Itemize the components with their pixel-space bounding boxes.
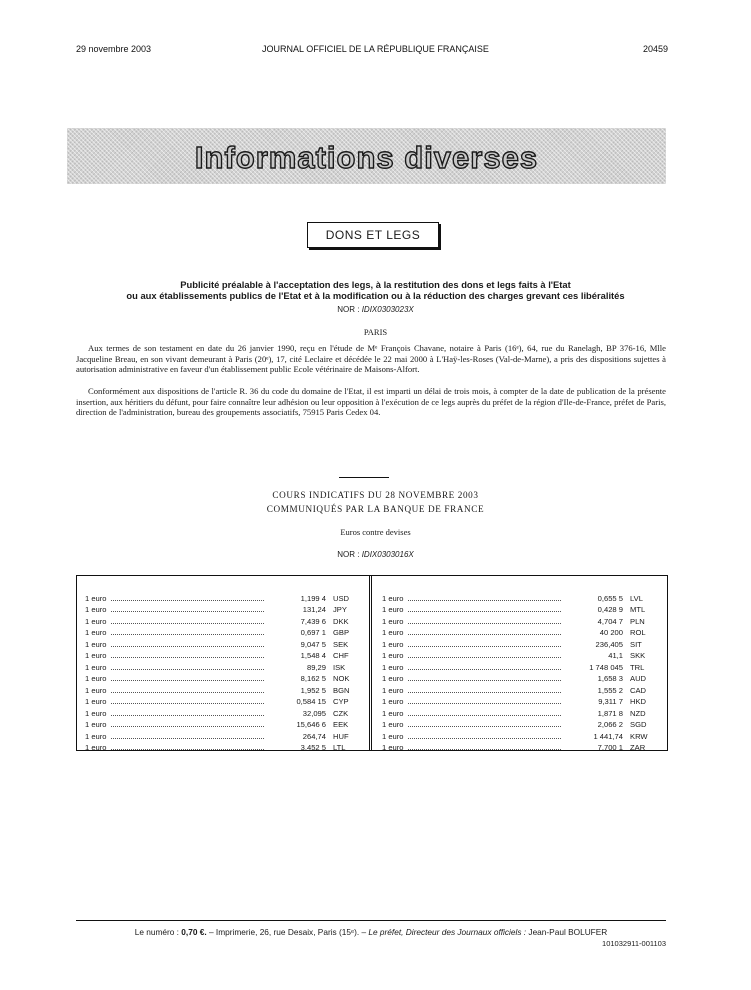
rate-row [382, 695, 658, 707]
rate-row [85, 672, 361, 684]
rate-row [85, 741, 361, 753]
rate-row [85, 614, 361, 626]
rate-leader-dots [111, 715, 264, 716]
rate-label: 1 euro [85, 708, 107, 718]
rate-value: 9,311 7 [598, 697, 623, 706]
rate-currency-code: AUD [630, 674, 647, 683]
rate-label: 1 euro [85, 674, 107, 683]
rate-label: 1 euro [382, 720, 404, 729]
legs-city-heading: PARIS [363, 327, 388, 337]
rate-label: 1 euro [382, 639, 404, 649]
rate-leader-dots [408, 749, 561, 750]
rate-label: 1 euro [85, 616, 107, 626]
rate-leader-dots [111, 623, 264, 624]
cours-nor-reference [0, 550, 751, 559]
rate-currency-code: SGD [630, 720, 647, 729]
header-date: 29 novembre 2003 [76, 44, 152, 54]
rate-leader-dots [111, 669, 264, 670]
rate-row [382, 603, 658, 615]
rate-leader-dots [111, 646, 264, 647]
section-separator [339, 477, 389, 478]
rate-leader-dots [408, 692, 561, 693]
rate-currency-code: TRL [630, 662, 645, 672]
rate-value: 15,646 6 [296, 720, 326, 729]
rate-leader-dots [111, 634, 264, 635]
rate-leader-dots [111, 680, 264, 681]
nor-code: IDIX0303023X [361, 305, 414, 314]
rate-value: 1,658 3 [597, 674, 623, 683]
rate-leader-dots [408, 738, 561, 739]
rate-currency-code: ZAR [630, 743, 646, 752]
rate-leader-dots [111, 703, 264, 704]
rate-leader-dots [408, 703, 561, 704]
rate-currency-code: GBP [333, 628, 350, 637]
section-title-box: DONS ET LEGS [307, 222, 439, 248]
rate-currency-code: PLN [630, 616, 645, 626]
rate-value: 0,584 15 [296, 697, 326, 706]
rate-leader-dots [408, 611, 561, 612]
table-column-divider [369, 576, 372, 750]
rate-currency-code: SEK [333, 639, 349, 649]
rate-currency-code: CAD [630, 685, 647, 695]
rate-row [382, 706, 658, 718]
rate-currency-code: ISK [333, 662, 346, 672]
rate-currency-code: CHF [333, 651, 349, 660]
rate-leader-dots [111, 726, 264, 727]
rate-value: 1,871 8 [597, 708, 623, 718]
rate-label: 1 euro [382, 593, 404, 603]
rate-value: 131,24 [302, 605, 326, 614]
rate-label: 1 euro [85, 662, 107, 672]
rate-row [382, 649, 658, 661]
rate-value: 7,439 6 [300, 616, 326, 626]
section-banner [67, 128, 666, 184]
rate-currency-code: MTL [630, 605, 646, 614]
rate-value: 4,704 7 [597, 616, 623, 626]
cours-title-line-2: COMMUNIQUÉS PAR LA BANQUE DE FRANCE [266, 504, 485, 514]
rate-leader-dots [111, 749, 264, 750]
rate-leader-dots [111, 611, 264, 612]
rate-row [382, 672, 658, 684]
rate-value: 2,066 2 [597, 720, 623, 729]
rate-leader-dots [408, 680, 561, 681]
rate-value: 0,428 9 [597, 605, 623, 614]
rate-currency-code: SKK [630, 651, 646, 660]
rate-row [382, 626, 658, 638]
rate-label: 1 euro [85, 731, 107, 741]
rate-label: 1 euro [85, 605, 107, 614]
rate-currency-code: HKD [630, 697, 647, 706]
rate-row [382, 718, 658, 730]
rate-currency-code: JPY [333, 605, 347, 614]
footer-price: 0,70 €. [181, 927, 207, 937]
rate-leader-dots [408, 657, 561, 658]
rate-row [382, 614, 658, 626]
rate-currency-code: ROL [630, 628, 646, 637]
footer-printer: – Imprimerie, 26, rue Desaix, Paris (15ᵉ). – [208, 927, 367, 937]
rate-label: 1 euro [85, 720, 107, 729]
rate-row [382, 637, 658, 649]
cours-title-line-1: COURS INDICATIFS DU 28 NOVEMBRE 2003 [272, 490, 479, 500]
legs-headline-line-2: ou aux établissements publics de l'Etat et à la modification ou à la réduction des charges grevant ces libéralités [126, 290, 625, 301]
rate-row [85, 718, 361, 730]
rate-label: 1 euro [85, 697, 107, 706]
rate-value: 41,1 [608, 651, 623, 660]
footer-rule [76, 920, 666, 921]
rate-label: 1 euro [382, 651, 404, 660]
rate-leader-dots [408, 600, 561, 601]
rate-row [85, 683, 361, 695]
rate-value: 1 441,74 [593, 731, 623, 741]
rate-label: 1 euro [85, 685, 107, 695]
legs-paragraph-2: Conformément aux dispositions de l'article R. 36 du code du domaine de l'Etat, il est imparti un délai de trois mois, à compter de la date de publication de la présente insertion, aux héritiers du défunt, pour faire connaître leur adhésion ou leur opposition à l'exécution de ce legs auprès du préfet de la région d'Ile-de-France, préfet de Paris, direction de l'administration, bureau des groupements associatifs, 75915 Paris Cedex 04. [76, 386, 666, 418]
rate-label: 1 euro [382, 605, 404, 614]
rate-value: 1,548 4 [300, 651, 326, 660]
rate-label: 1 euro [382, 708, 404, 718]
cours-subtitle: Euros contre devises [340, 527, 411, 537]
exchange-rates-table [76, 575, 668, 751]
rate-row [85, 591, 361, 603]
rate-value: 40 200 [599, 628, 623, 637]
rate-label: 1 euro [382, 616, 404, 626]
rate-currency-code: BGN [333, 685, 350, 695]
rate-value: 8,162 5 [300, 674, 326, 683]
header-page-number: 20459 [642, 44, 668, 54]
rate-leader-dots [408, 669, 561, 670]
rate-currency-code: LVL [630, 593, 643, 603]
rate-currency-code: EEK [333, 720, 349, 729]
rate-leader-dots [111, 738, 264, 739]
legs-paragraph-1: Aux termes de son testament en date du 26 janvier 1990, reçu en l'étude de Mᵉ François Chavane, notaire à Paris (16ᵉ), 64, rue du Ranelagh, BP 376-16, Mlle Jacqueline Breau, en son vivant demeurant à Paris (20ᵉ), 17, cité Leclaire et décédée le 22 mai 2000 à L'Haÿ-les-Roses (Val-de-Marne), a pris des dispositions sujettes à autorisation administrative en faveur d'un établissement public Ecole vétérinaire de Maisons-Alfort. [76, 343, 666, 375]
rate-row [85, 603, 361, 615]
rate-row [382, 591, 658, 603]
rate-label: 1 euro [85, 639, 107, 649]
header-journal-title: JOURNAL OFFICIEL DE LA RÉPUBLIQUE FRANÇAISE [262, 44, 489, 54]
footer-director: Le préfet, Directeur des Journaux officiels : [368, 927, 527, 937]
rate-leader-dots [408, 646, 561, 647]
rate-leader-dots [408, 634, 561, 635]
rate-label: 1 euro [382, 674, 404, 683]
legs-headline-line-1: Publicité préalable à l'acceptation des legs, à la restitution des dons et legs faits à l'Etat [180, 279, 571, 290]
rate-value: 9,047 5 [300, 639, 326, 649]
rates-column-left [85, 591, 361, 752]
rate-label: 1 euro [382, 628, 404, 637]
rate-leader-dots [111, 692, 264, 693]
rate-currency-code: HUF [333, 731, 349, 741]
rate-value: 1,199 4 [300, 593, 326, 603]
footer-print-code: 101032911-001103 [602, 939, 666, 948]
rate-row [85, 649, 361, 661]
rate-leader-dots [408, 623, 561, 624]
rate-leader-dots [408, 715, 561, 716]
rate-currency-code: LTL [333, 743, 346, 752]
rate-label: 1 euro [382, 662, 404, 672]
rate-label: 1 euro [85, 628, 107, 637]
rate-leader-dots [111, 600, 264, 601]
rate-row [85, 695, 361, 707]
rate-value: 264,74 [302, 731, 326, 741]
rate-currency-code: KRW [630, 731, 648, 741]
rate-label: 1 euro [382, 731, 404, 741]
rate-row [85, 729, 361, 741]
rate-value: 3,452 5 [300, 743, 326, 752]
rate-row [382, 729, 658, 741]
rate-currency-code: CYP [333, 697, 349, 706]
rate-value: 0,655 5 [597, 593, 623, 603]
rate-currency-code: NZD [630, 708, 646, 718]
rate-currency-code: SIT [630, 639, 642, 649]
rate-label: 1 euro [85, 593, 107, 603]
rate-leader-dots [408, 726, 561, 727]
rate-label: 1 euro [382, 685, 404, 695]
banner-title: Informations diverses [194, 140, 539, 175]
rate-currency-code: CZK [333, 708, 349, 718]
rate-row [85, 706, 361, 718]
rate-value: 89,29 [306, 662, 326, 672]
nor-code: IDIX0303016X [361, 550, 414, 559]
rate-value: 0,697 1 [300, 628, 326, 637]
rate-label: 1 euro [85, 651, 107, 660]
nor-label: NOR : [337, 550, 360, 559]
rate-row [382, 741, 658, 753]
footer-price-label: Le numéro : [134, 927, 179, 937]
rate-value: 1 748 045 [589, 662, 623, 672]
rate-row [85, 660, 361, 672]
rate-label: 1 euro [85, 743, 107, 752]
rate-value: 236,405 [595, 639, 623, 649]
rate-row [85, 637, 361, 649]
rate-row [382, 660, 658, 672]
rate-currency-code: DKK [333, 616, 349, 626]
footer-imprint-line [76, 927, 666, 937]
rate-value: 7,700 1 [597, 743, 623, 752]
rate-row [85, 626, 361, 638]
rate-label: 1 euro [382, 743, 404, 752]
nor-label: NOR : [337, 305, 360, 314]
rate-label: 1 euro [382, 697, 404, 706]
rate-value: 1,952 5 [300, 685, 326, 695]
rate-currency-code: NOK [333, 674, 350, 683]
rates-column-right [382, 591, 658, 752]
footer-director-name: Jean-Paul BOLUFER [528, 927, 608, 937]
rate-row [382, 683, 658, 695]
rate-currency-code: USD [333, 593, 350, 603]
rate-value: 32,095 [302, 708, 326, 718]
rate-value: 1,555 2 [597, 685, 623, 695]
legs-nor-reference [0, 305, 751, 314]
rate-leader-dots [111, 657, 264, 658]
